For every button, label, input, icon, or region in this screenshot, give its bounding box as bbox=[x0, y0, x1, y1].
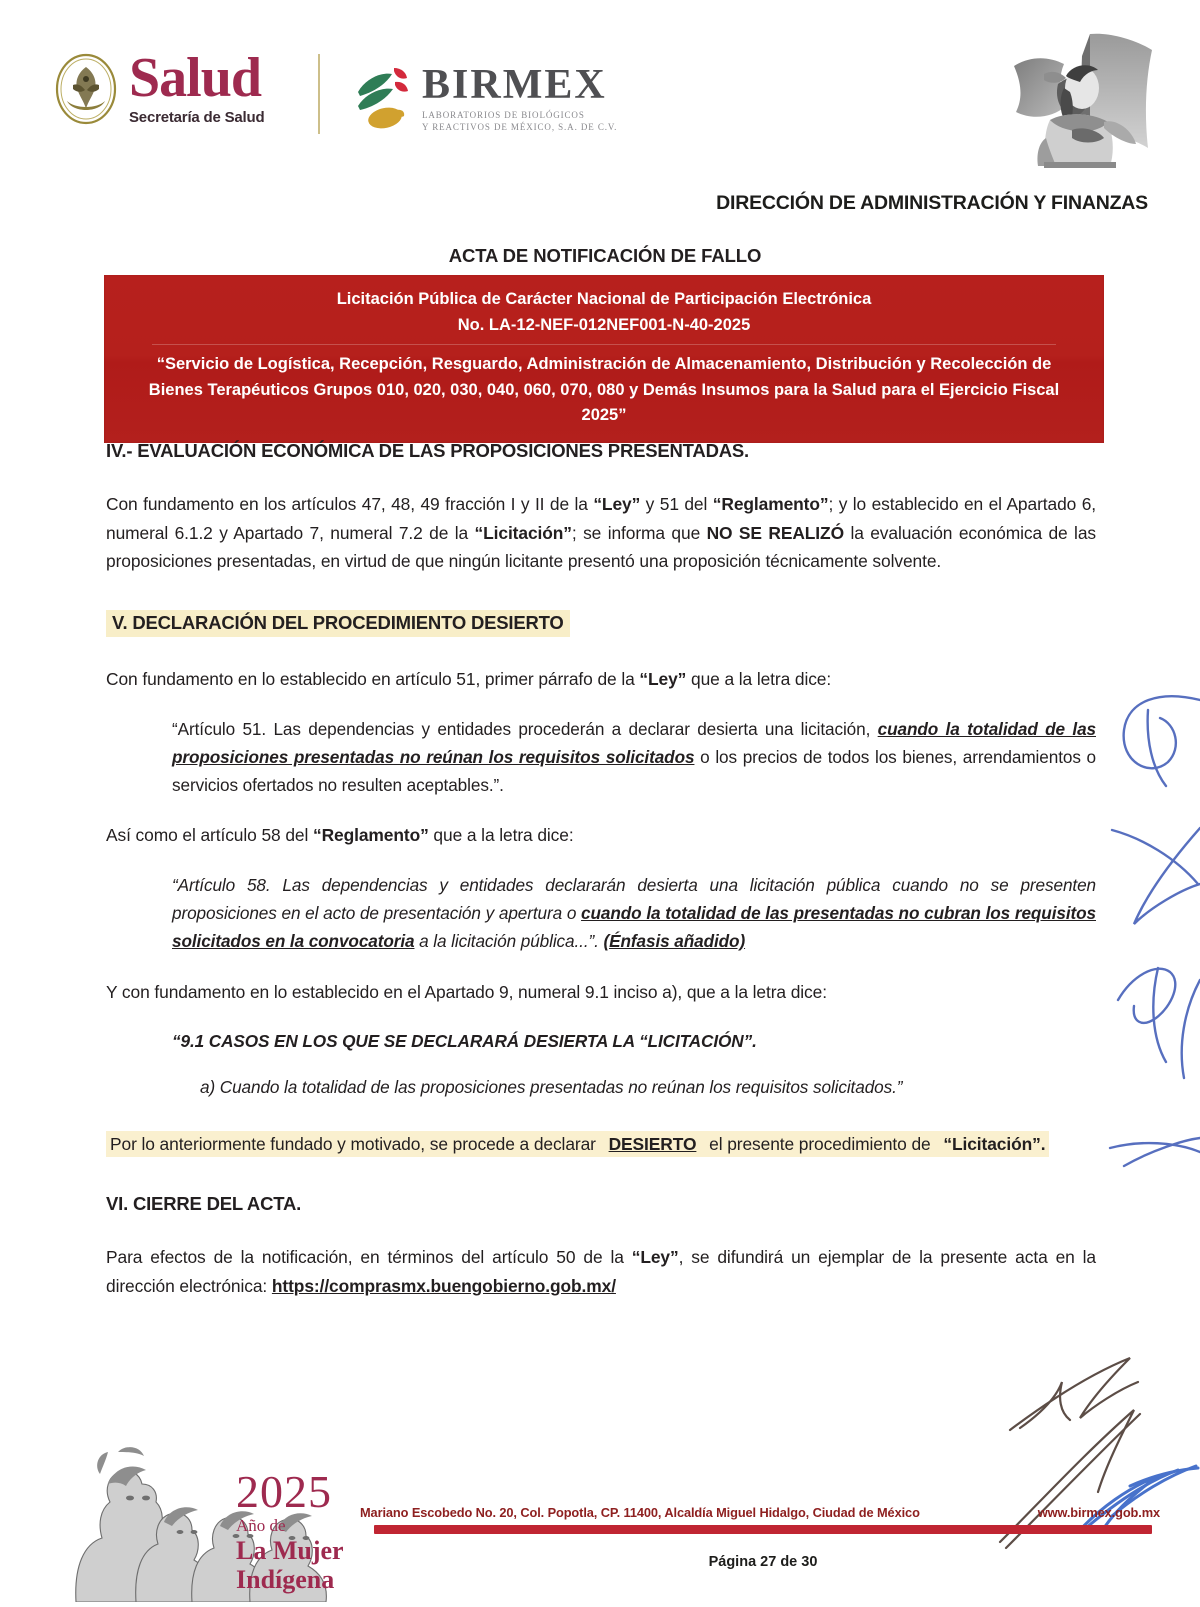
q58-enfasis-anadido: (Énfasis añadido) bbox=[603, 930, 746, 951]
q51-emphasis: cuando la totalidad de las proposiciones presentadas no reúnan los requisitos solicitados bbox=[172, 718, 1096, 767]
quote-articulo-51-wrap bbox=[172, 716, 1096, 800]
section-v-reglamento-intro-wrap bbox=[106, 821, 1096, 850]
la-mujer-label: La Mujer bbox=[236, 1535, 344, 1565]
year-2025: 2025 bbox=[236, 1466, 332, 1518]
logo-divider bbox=[318, 54, 320, 134]
footer-address: Mariano Escobedo No. 20, Col. Popotla, CP. 11400, Alcaldía Miguel Hidalgo, Ciudad de México bbox=[360, 1505, 920, 1520]
woman-with-flag-image bbox=[986, 26, 1162, 178]
sv-p1a: Con fundamento en lo establecido en artículo 51, primer párrafo de la bbox=[106, 669, 640, 690]
declaracion-desierto-paragraph bbox=[106, 1130, 1096, 1159]
salud-subtitle: Secretaría de Salud bbox=[129, 109, 265, 127]
document-header bbox=[0, 0, 1200, 175]
footer-address-line bbox=[360, 1505, 1160, 1520]
quote-articulo-58 bbox=[172, 872, 1096, 956]
section-v-apartado9-intro-wrap bbox=[106, 978, 1096, 1007]
sv-p2a: Así como el artículo 58 del bbox=[106, 825, 313, 846]
salud-title: Salud bbox=[129, 47, 261, 109]
dd-desierto-badge: DESIERTO bbox=[605, 1131, 701, 1157]
quote-91-item-a: a) Cuando la totalidad de las proposiciones presentadas no reúnan los requisitos solicitados.” bbox=[200, 1077, 903, 1098]
quote-articulo-51 bbox=[172, 716, 1096, 800]
sv-p1b: que a la letra dice: bbox=[686, 669, 832, 690]
page-number: Página 27 de 30 bbox=[708, 1554, 818, 1570]
birmex-title: BIRMEX bbox=[422, 62, 607, 108]
siv-licitacion: “Licitación” bbox=[474, 522, 572, 543]
section-iv-paragraph-wrap bbox=[106, 490, 1096, 576]
section-v-heading: V. DECLARACIÓN DEL PROCEDIMIENTO DESIERTO bbox=[106, 610, 570, 637]
siv-p1e: la evaluación económica de las proposiciones presentadas, en virtud de que ningún licitante presentó una proposición técnicamente solvente. bbox=[106, 522, 1096, 572]
siv-ley: “Ley” bbox=[593, 494, 641, 514]
q51-a: “Artículo 51. Las dependencias y entidades procederán a declarar desierta una licitación, bbox=[172, 718, 878, 739]
siv-p1d: ; se informa que bbox=[571, 522, 707, 543]
section-iv-heading: IV.- EVALUACIÓN ECONÓMICA DE LAS PROPOSICIONES PRESENTADAS. bbox=[106, 440, 749, 461]
sv-reglamento: “Reglamento” bbox=[312, 825, 429, 846]
birmex-wordmark bbox=[422, 62, 617, 133]
birmex-subtitle bbox=[422, 109, 617, 133]
document-footer bbox=[0, 1432, 1200, 1602]
q51-b: o los precios de todos los bienes, arrendamientos o servicios ofertados no resulten aceptables.”. bbox=[172, 746, 1096, 795]
banner-separator bbox=[152, 344, 1056, 345]
birmex-leaf-icon bbox=[352, 62, 414, 130]
quote-91-item-wrap bbox=[200, 1074, 1096, 1102]
svi-ley: “Ley” bbox=[631, 1246, 679, 1267]
siv-p1c: ; y lo establecido en el Apartado 6, numeral 6.1.2 y Apartado 7, numeral 7.2 de la bbox=[106, 494, 1097, 543]
acta-title: ACTA DE NOTIFICACIÓN DE FALLO bbox=[448, 245, 762, 266]
salud-wordmark bbox=[129, 47, 265, 127]
sv-p2b: que a la letra dice: bbox=[428, 825, 574, 846]
licitacion-banner bbox=[104, 275, 1104, 443]
dd-b: el presente procedimiento de bbox=[700, 1131, 939, 1157]
salud-logo bbox=[55, 47, 265, 127]
svi-p1b: , se difundirá un ejemplar de la presente acta en la dirección electrónica: bbox=[106, 1246, 1096, 1296]
svi-p1a: Para efectos de la notificación, en términos del artículo 50 de la bbox=[106, 1246, 632, 1267]
quote-articulo-58-wrap bbox=[172, 872, 1096, 956]
section-iv-paragraph bbox=[106, 490, 1096, 576]
dd-a: Por lo anteriormente fundado y motivado, se procede a declarar bbox=[106, 1131, 605, 1157]
section-v-reglamento-intro bbox=[106, 821, 1096, 850]
sv-ley: “Ley” bbox=[639, 669, 687, 690]
banner-line-3: “Servicio de Logística, Recepción, Resguardo, Administración de Almacenamiento, Distribución y Recolección de Bienes Terapéuticos Grupos 010, 020, 030, 040, 060, 070, 080 y Demás Insumos para la Salud para el Ejercicio Fiscal 2025” bbox=[148, 355, 1060, 425]
page-title-direccion: DIRECCIÓN DE ADMINISTRACIÓN Y FINANZAS bbox=[716, 192, 1148, 214]
comprasmx-url-link[interactable]: https://comprasmx.buengobierno.gob.mx/ bbox=[271, 1275, 616, 1296]
banner-line-2: No. LA-12-NEF-012NEF001-N-40-2025 bbox=[457, 315, 751, 334]
siv-no-se-realizo: NO SE REALIZÓ bbox=[706, 522, 844, 543]
quote-91-heading-wrap bbox=[172, 1028, 1096, 1056]
q58-b: a la licitación pública...”. bbox=[414, 930, 604, 951]
siv-reglamento: “Reglamento” bbox=[712, 494, 829, 514]
footer-red-bar bbox=[374, 1525, 1152, 1534]
banner-line-1: Licitación Pública de Carácter Nacional de Participación Electrónica bbox=[336, 290, 872, 308]
section-vi-paragraph bbox=[106, 1243, 1096, 1300]
footer-website[interactable]: www.birmex.gob.mx bbox=[1037, 1505, 1160, 1520]
q58-a: “Artículo 58. Las dependencias y entidades declararán desierta una licitación pública cuando no se presenten proposiciones en el acto de presentación y apertura o bbox=[172, 875, 1096, 924]
mexico-coat-of-arms-icon bbox=[55, 53, 117, 125]
dd-licitacion: “Licitación”. bbox=[939, 1131, 1049, 1157]
section-v-apartado9-intro: Y con fundamento en lo establecido en el Apartado 9, numeral 9.1 inciso a), que a la letra dice: bbox=[106, 981, 827, 1002]
document-body bbox=[0, 440, 1200, 1300]
birmex-logo bbox=[352, 62, 617, 133]
declaracion-desierto-wrap bbox=[106, 1130, 1096, 1159]
siv-p1a: Con fundamento en los artículos 47, 48, 49 fracción I y II de la bbox=[106, 494, 594, 514]
q58-emphasis: cuando la totalidad de las presentadas no cubran los requisitos solicitados en la convocatoria bbox=[172, 903, 1096, 951]
quote-91-heading: “9.1 CASOS EN LOS QUE SE DECLARARÁ DESIERTA LA “LICITACIÓN”. bbox=[172, 1031, 757, 1052]
siv-p1b: y 51 del bbox=[640, 494, 713, 514]
section-v-intro-wrap bbox=[106, 665, 1096, 694]
birmex-subtitle-line2: Y REACTIVOS DE MÉXICO, S.A. DE C.V. bbox=[422, 122, 618, 133]
section-vi-paragraph-wrap bbox=[106, 1243, 1096, 1300]
mujer-indigena-wordmark bbox=[236, 1466, 344, 1594]
indigena-label: Indígena bbox=[236, 1564, 335, 1594]
section-v-intro bbox=[106, 665, 1096, 694]
section-vi-heading: VI. CIERRE DEL ACTA. bbox=[106, 1192, 302, 1214]
ano-de-label: Año de bbox=[236, 1516, 286, 1536]
birmex-subtitle-line1: LABORATORIOS DE BIOLÓGICOS bbox=[422, 110, 585, 120]
